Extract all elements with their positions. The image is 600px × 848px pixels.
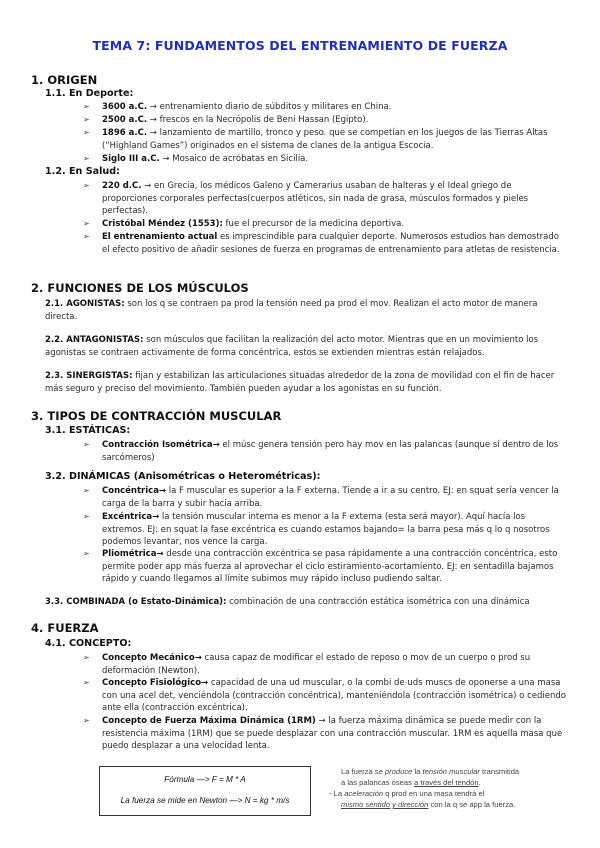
subheading-dinamicas: 3.2. DINÁMICAS (Anisométricas o Heterométricas): bbox=[45, 471, 321, 482]
list-item: ➢ 220 d.C. → en Grecia, los médicos Galeno y Camerarius usaban de halteras y el Ideal griego de proporciones corporales perfectas(cuerpos atléticos, sin nada de grasa, músculos formados y pieles perfectas). bbox=[83, 181, 529, 217]
side-note bbox=[329, 766, 559, 810]
bullet-arrow-icon: ➢ bbox=[83, 115, 90, 124]
list-item: ➢ Cristóbal Méndez (1553): fue el precursor de la medicina deportiva. bbox=[83, 219, 405, 229]
bullet-arrow-icon: ➢ bbox=[83, 716, 90, 725]
bullet-arrow-icon: ➢ bbox=[83, 440, 90, 449]
bullet-arrow-icon: ➢ bbox=[83, 549, 90, 558]
note-line: - La aceleración q prod en una masa tendrá el bbox=[329, 789, 485, 798]
bullet-arrow-icon: ➢ bbox=[83, 219, 90, 228]
document-title: TEMA 7: FUNDAMENTOS DEL ENTRENAMIENTO DE FUERZA bbox=[92, 38, 508, 53]
paragraph-sinergistas: 2.3. SINERGISTAS: fijan y estabilizan las articulaciones situadas alrededor de la zona de movilidad con el fin de hacer más seguro y preciso del movimiento. También pueden ayudar a los agonistas en su función. bbox=[45, 371, 555, 394]
list-item: ➢ Pliométrica→ desde una contracción excéntrica se pasa rápidamente a una contracción concéntrica, esto permite poder app más fuerza al aprovechar el ciclo estiramiento-acortamiento. EJ: en sentadilla bajamos rápido y cuando llegamos al límite subimos muy rápido incluso pudiendo saltar. bbox=[83, 549, 558, 585]
bullet-arrow-icon: ➢ bbox=[83, 232, 90, 241]
paragraph-combinada: 3.3. COMBINADA (o Estato-Dinámica): combinación de una contracción estática isométrica con una dinámica bbox=[45, 597, 530, 607]
list-item: ➢ Concepto de Fuerza Máxima Dinámica (1RM) → la fuerza máxima dinámica se puede medir con la resistencia máxima (1RM) que se puede desplazar con una contracción muscular. 1RM es aquella masa que puedo desplazar a una velocidad lenta. bbox=[83, 716, 563, 752]
section-heading-origen: 1. ORIGEN bbox=[31, 73, 98, 87]
units-line: La fuerza se mide en Newton —> N = kg * m/s bbox=[120, 796, 290, 805]
list-item: ➢ Concepto Mecánico→ causa capaz de modificar el estado de reposo o mov de un cuerpo o prod su deformación (Newton). bbox=[83, 653, 531, 676]
list-item: ➢ 3600 a.C. → entrenamiento diario de súbditos y militares en China. bbox=[83, 102, 392, 112]
bullet-arrow-icon: ➢ bbox=[83, 653, 90, 662]
bullet-arrow-icon: ➢ bbox=[83, 154, 90, 163]
list-item: ➢ 1896 a.C. → lanzamiento de martillo, tronco y peso. que se competían en los juegos de las Tierras Altas (“Highland Games”) originados en el sistema de clanes de la antigua Escocia. bbox=[83, 128, 548, 151]
bullet-arrow-icon: ➢ bbox=[83, 678, 90, 687]
subheading-estaticas: 3.1. ESTÁTICAS: bbox=[45, 425, 131, 436]
note-line: La fuerza se produce la tensión muscular transmitida bbox=[341, 767, 520, 776]
bullet-arrow-icon: ➢ bbox=[83, 181, 90, 190]
note-line: mismo sentido y dirección con la q se app la fuerza. bbox=[341, 800, 516, 809]
paragraph-antagonistas: 2.2. ANTAGONISTAS: son músculos que facilitan la realización del acto motor. Mientras que en un movimiento los agonistas se contraen activamente de forma concéntrica, estos se extienden mientras están relajados. bbox=[45, 335, 539, 358]
bullet-arrow-icon: ➢ bbox=[83, 102, 90, 111]
subheading-salud: 1.2. En Salud: bbox=[45, 166, 120, 177]
paragraph-agonistas: 2.1. AGONISTAS: son los q se contraen pa prod la tensión need pa prod el mov. Realizan el acto motor de manera directa. bbox=[45, 299, 538, 322]
list-item: ➢ Siglo III a.C. → Mosaico de acróbatas en Sicilia. bbox=[83, 154, 309, 164]
list-item: ➢ El entrenamiento actual es imprescindible para cualquier deporte. Numerosos estudios han demostrado el efecto positivo de añadir sesiones de fuerza en programas de entrenamiento para atletas de resistencia. bbox=[83, 232, 560, 255]
note-line: a las palancas óseas a través del tendón. bbox=[341, 778, 481, 787]
bullet-arrow-icon: ➢ bbox=[83, 486, 90, 495]
subheading-concepto: 4.1. CONCEPTO: bbox=[45, 638, 132, 649]
list-item: ➢ Concepto Fisiológico→ capacidad de una ud muscular, o la combi de uds muscs de oponerse a una masa con una acel det, venciéndola (contracción concéntrica), manteniéndola (contracción isométrica) o cediendo ante ella (contracción excéntrica). bbox=[83, 678, 566, 714]
list-item: ➢ Contracción Isométrica→ el músc genera tensión pero hay mov en las palancas (aunque sí dentro de los sarcómeros) bbox=[83, 440, 559, 463]
section-heading-tipos: 3. TIPOS DE CONTRACCIÓN MUSCULAR bbox=[31, 409, 282, 423]
section-heading-fuerza: 4. FUERZA bbox=[31, 621, 99, 635]
list-item: ➢ Concéntrica→ la F muscular es superior a la F externa. Tiende a ir a su centro. EJ: en squat sería vencer la carga de la barra y subir hacia arriba. bbox=[83, 486, 559, 509]
list-item: ➢ Excéntrica→ la tensión muscular interna es menor a la F externa (esta será mayor). Aquí hacía los extremos. EJ: en squat la fase excéntrica es cuando estamos bajando= la barra pesa más q lo q nosotros podemos levantar, nos vence la carga. bbox=[83, 512, 550, 548]
section-heading-funciones: 2. FUNCIONES DE LOS MÚSCULOS bbox=[31, 281, 249, 295]
bullet-arrow-icon: ➢ bbox=[83, 128, 90, 137]
bullet-arrow-icon: ➢ bbox=[83, 512, 90, 521]
list-item: ➢ 2500 a.C. → frescos en la Necrópolis de Beni Hassan (Egipto). bbox=[83, 115, 369, 125]
subheading-deporte: 1.1. En Deporte: bbox=[45, 88, 134, 99]
formula-line: Fórmula —> F = M * A bbox=[164, 775, 246, 784]
formula-box bbox=[99, 766, 311, 816]
